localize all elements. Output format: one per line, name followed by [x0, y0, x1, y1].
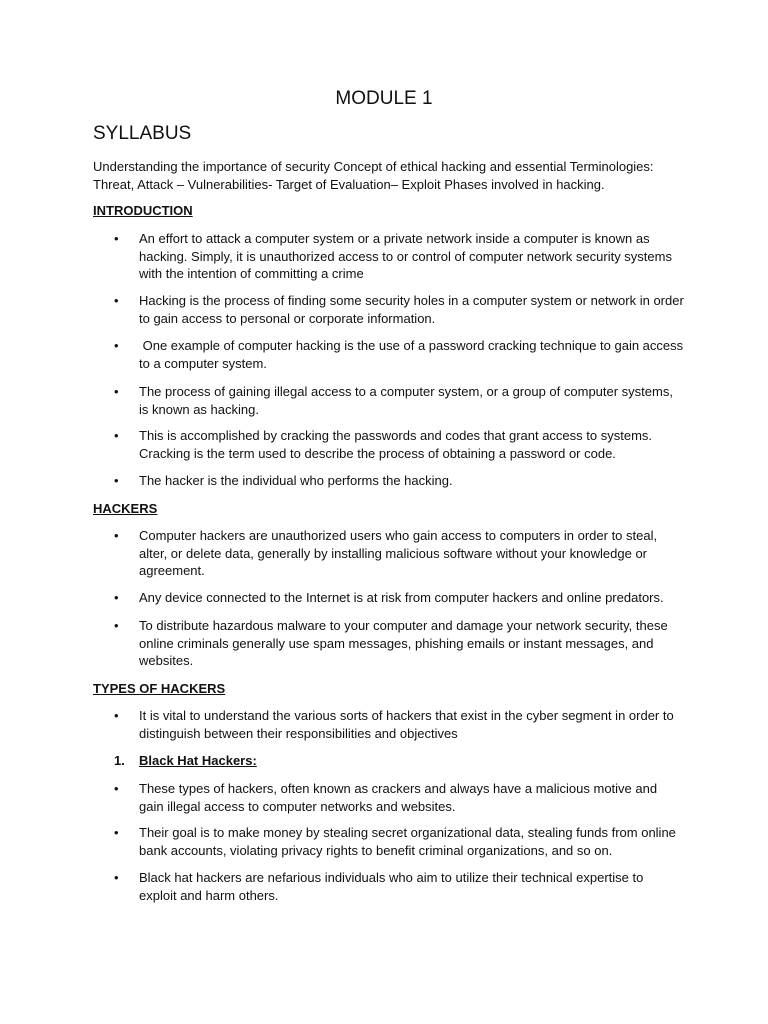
bullet-text: The process of gaining illegal access to a computer system, or a group of computer systems, is known as hacking. [139, 384, 673, 417]
intro-bullet-1 [114, 230, 694, 283]
bullet-text: Hacking is the process of finding some security holes in a computer system or network in order to gain access to personal or corporate information. [139, 293, 684, 326]
intro-bullet-6 [114, 472, 694, 490]
intro-bullet-4 [114, 383, 694, 418]
syllabus-heading: SYLLABUS [93, 123, 192, 144]
bullet-text: It is vital to understand the various sorts of hackers that exist in the cyber segment in order to distinguish between their responsibilities and objectives [139, 708, 674, 741]
bullet-marker: • [114, 293, 119, 308]
bullet-marker: • [114, 384, 119, 399]
bullet-text: Black hat hackers are nefarious individuals who aim to utilize their technical expertise to exploit and harm others. [139, 870, 644, 903]
subheading-text: Black Hat Hackers: [139, 753, 257, 768]
bullet-marker: • [114, 338, 119, 353]
hackers-bullet-3 [114, 617, 694, 670]
bullet-marker: • [114, 825, 119, 840]
hackers-bullet-1 [114, 527, 694, 580]
module-title: MODULE 1 [335, 88, 433, 109]
bullet-text: Any device connected to the Internet is at risk from computer hackers and online predators. [139, 590, 664, 605]
bullet-marker: • [114, 708, 119, 723]
hackers-bullet-2 [114, 589, 694, 607]
bullet-marker: • [114, 428, 119, 443]
bullet-text: One example of computer hacking is the use of a password cracking technique to gain access to a computer system. [139, 338, 687, 371]
black-hat-bullet-3 [114, 869, 694, 904]
list-number: 1. [114, 753, 125, 768]
bullet-marker: • [114, 618, 119, 633]
bullet-marker: • [114, 231, 119, 246]
bullet-text: These types of hackers, often known as crackers and always have a malicious motive and gain illegal access to computer networks and websites. [139, 781, 658, 814]
bullet-text: Their goal is to make money by stealing secret organizational data, stealing funds from online bank accounts, violating privacy rights to benefit criminal organizations, and so on. [139, 825, 676, 858]
bullet-text: An effort to attack a computer system or a private network inside a computer is known as hacking. Simply, it is unauthorized access to or control of computer network security systems with the intention of committing a crime [139, 231, 672, 281]
bullet-text: The hacker is the individual who performs the hacking. [139, 473, 453, 488]
black-hat-subheading [114, 752, 694, 770]
bullet-marker: • [114, 528, 119, 543]
intro-bullet-2 [114, 292, 694, 327]
introduction-heading: INTRODUCTION [93, 203, 193, 218]
intro-bullet-5 [114, 427, 694, 462]
bullet-text: Computer hackers are unauthorized users who gain access to computers in order to steal, alter, or delete data, generally by installing malicious software without your knowledge or agreement. [139, 528, 658, 578]
bullet-marker: • [114, 473, 119, 488]
types-of-hackers-heading: TYPES OF HACKERS [93, 681, 226, 696]
bullet-marker: • [114, 590, 119, 605]
black-hat-bullet-1 [114, 780, 694, 815]
bullet-marker: • [114, 781, 119, 796]
hackers-heading: HACKERS [93, 501, 158, 516]
intro-bullet-3 [114, 337, 694, 372]
bullet-text: This is accomplished by cracking the passwords and codes that grant access to systems. Cracking is the term used to describe the process of obtaining a password or code. [139, 428, 653, 461]
bullet-text: To distribute hazardous malware to your computer and damage your network security, these online criminals generally use spam messages, phishing emails or instant messages, and websites. [139, 618, 668, 668]
bullet-marker: • [114, 870, 119, 885]
black-hat-bullet-2 [114, 824, 694, 859]
types-intro-bullet [114, 707, 694, 742]
syllabus-text: Understanding the importance of security Concept of ethical hacking and essential Terminologies: Threat, Attack – Vulnerabilities- Target of Evaluation– Exploit Phases involved in hacking. [93, 159, 654, 192]
